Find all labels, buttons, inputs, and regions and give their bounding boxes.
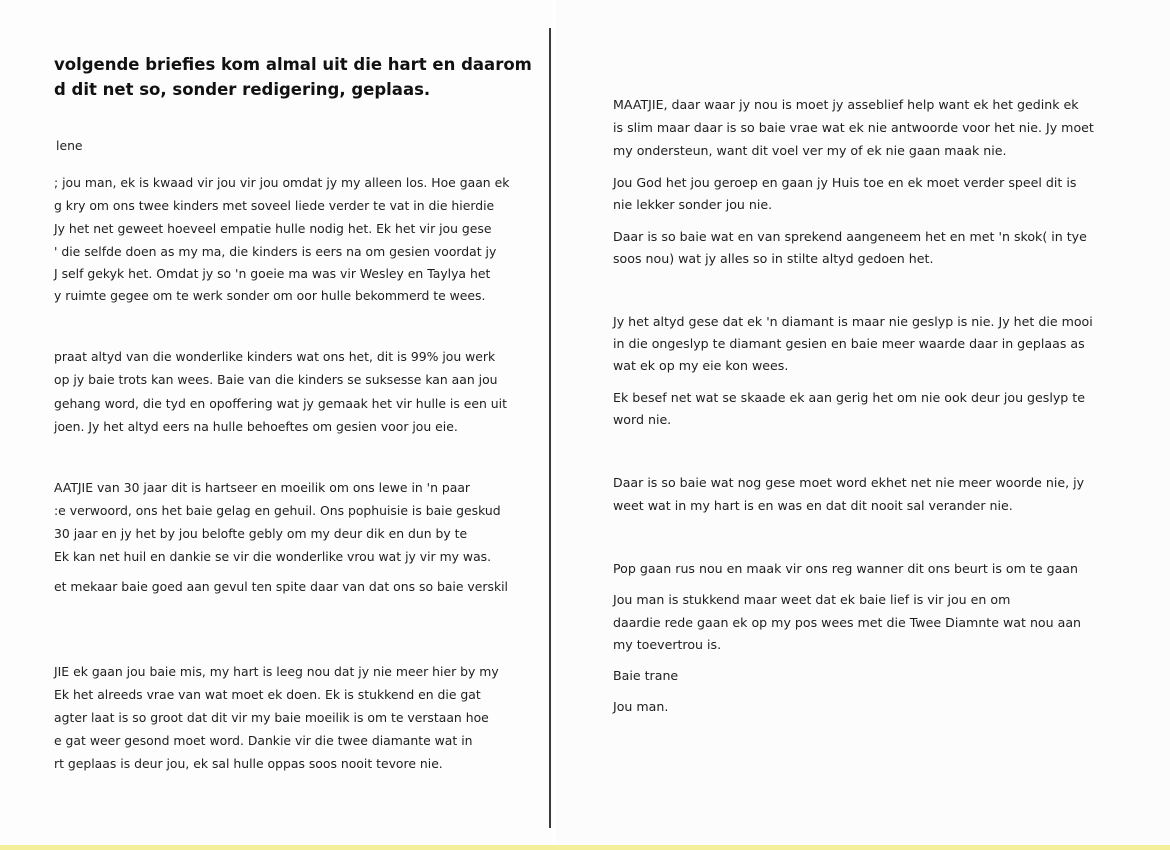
right-page — [556, 0, 1170, 850]
text-line: Daar is so baie wat en van sprekend aangeneem het en met 'n skok( in tye — [613, 229, 1087, 244]
text-line: ; jou man, ek is kwaad vir jou vir jou omdat jy my alleen los. Hoe gaan ek — [54, 175, 510, 190]
text-line: AATJIE van 30 jaar dit is hartseer en moeilik om ons lewe in 'n paar — [54, 480, 471, 495]
text-line: 30 jaar en jy het by jou belofte gebly om my deur dik en dun by te — [54, 526, 468, 541]
text-line: agter laat is so groot dat dit vir my baie moeilik is om te verstaan hoe — [54, 710, 489, 725]
text-line: word nie. — [613, 412, 672, 427]
heading-line-1: volgende briefies kom almal uit die hart en daarom — [54, 55, 532, 74]
closing-line: Baie trane — [613, 668, 679, 683]
scan-edge-strip — [0, 845, 1170, 850]
text-line: e gat weer gesond moet word. Dankie vir die twee diamante wat in — [54, 733, 473, 748]
text-line: Daar is so baie wat nog gese moet word ekhet net nie meer woorde nie, jy — [613, 475, 1085, 490]
text-line: :e verwoord, ons het baie gelag en gehuil. Ons pophuisie is baie geskud — [54, 503, 501, 518]
text-line: MAATJIE, daar waar jy nou is moet jy asseblief help want ek het gedink ek — [613, 97, 1079, 112]
text-line: op jy baie trots kan wees. Baie van die kinders se suksesse kan aan jou — [54, 372, 498, 387]
text-line: g kry om ons twee kinders met soveel liede verder te vat in die hierdie — [54, 198, 495, 213]
text-line: et mekaar baie goed aan gevul ten spite daar van dat ons so baie verskil — [54, 579, 509, 594]
text-line: weet wat in my hart is en was en dat dit nooit sal verander nie. — [613, 498, 1013, 513]
text-line: wat ek op my eie kon wees. — [613, 358, 789, 373]
heading-line-2: d dit net so, sonder redigering, geplaas. — [54, 80, 431, 99]
text-line: praat altyd van die wonderlike kinders wat ons het, dit is 99% jou werk — [54, 349, 496, 364]
left-page — [0, 0, 552, 850]
text-line: soos nou) wat jy alles so in stilte altyd gedoen het. — [613, 251, 934, 266]
text-line: Ek besef net wat se skaade ek aan gerig het om nie ook deur jou geslyp te — [613, 390, 1085, 405]
text-line: Jou man is stukkend maar weet dat ek baie lief is vir jou en om — [613, 592, 1011, 607]
page-heading — [54, 52, 532, 102]
text-line: joen. Jy het altyd eers na hulle behoeftes om gesien voor jou eie. — [54, 419, 458, 434]
page-spine-divider — [549, 28, 551, 828]
text-line: J self gekyk het. Omdat jy so 'n goeie ma was vir Wesley en Taylya het — [54, 266, 491, 281]
signature-line: Jou man. — [613, 699, 669, 714]
text-line: Ek het alreeds vrae van wat moet ek doen. Ek is stukkend en die gat — [54, 687, 481, 702]
text-line: Pop gaan rus nou en maak vir ons reg wanner dit ons beurt is om te gaan — [613, 561, 1078, 576]
text-line: ' die selfde doen as my ma, die kinders is eers na om gesien voordat jy — [54, 244, 497, 259]
text-line: gehang word, die tyd en opoffering wat jy gemaak het vir hulle is een uit — [54, 396, 507, 411]
text-line: daardie rede gaan ek op my pos wees met die Twee Diamnte wat nou aan — [613, 615, 1082, 630]
text-line: Jy het altyd gese dat ek 'n diamant is maar nie geslyp is nie. Jy het die mooi — [613, 314, 1093, 329]
text-line: Jy het net geweet hoeveel empatie hulle nodig het. Ek het vir jou gese — [54, 221, 492, 236]
text-line: is slim maar daar is so baie vrae wat ek nie antwoorde voor het nie. Jy moet — [613, 120, 1094, 135]
text-line: y ruimte gegee om te werk sonder om oor hulle bekommerd te wees. — [54, 288, 486, 303]
text-line: in die ongeslyp te diamant gesien en baie meer waarde daar in geplaas as — [613, 336, 1085, 351]
text-line: nie lekker sonder jou nie. — [613, 197, 773, 212]
text-line: Jou God het jou geroep en gaan jy Huis toe en ek moet verder speel dit is — [613, 175, 1077, 190]
text-line: rt geplaas is deur jou, ek sal hulle oppas soos nooit tevore nie. — [54, 756, 443, 771]
salutation: lene — [56, 138, 83, 153]
text-line: Ek kan net huil en dankie se vir die wonderlike vrou wat jy vir my was. — [54, 549, 492, 564]
text-line: my ondersteun, want dit voel ver my of ek nie gaan maak nie. — [613, 143, 1007, 158]
text-line: JIE ek gaan jou baie mis, my hart is leeg nou dat jy nie meer hier by my — [54, 664, 499, 679]
text-line: my toevertrou is. — [613, 637, 722, 652]
